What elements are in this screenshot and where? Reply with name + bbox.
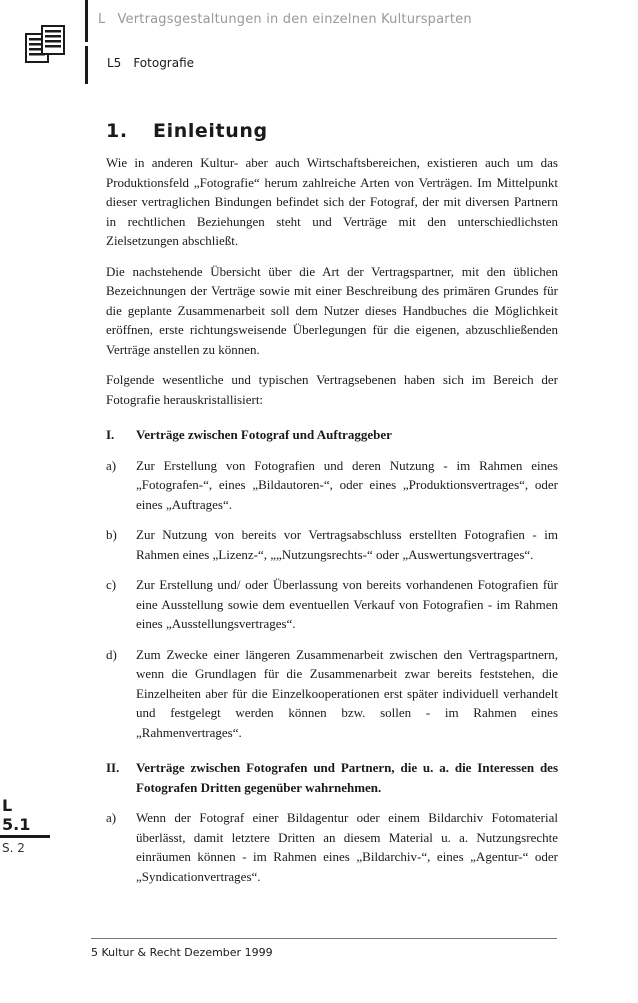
section-heading — [106, 425, 558, 445]
list-text: Zur Erstellung und/ oder Überlassung von bereits vorhandenen Fotografien für eine Ausstellung sowie dem eventuellen Verkauf von Fotografien - im Rahmen eines „Ausstellungsvertrages“. — [136, 577, 558, 631]
footer-divider — [91, 938, 557, 939]
section-heading-text: Verträge zwischen Fotografen und Partnern, die u. a. die Interessen des Fotografen Dritten gegenüber wahrnehmen. — [136, 760, 558, 795]
list-text: Zur Nutzung von bereits vor Vertragsabschluss erstellten Fotografien - im Rahmen eines „Lizenz-“, „„Nutzungsrechts-“ oder „Auswertungsvertrages“. — [136, 527, 558, 562]
heading-text: Einleitung — [153, 120, 268, 142]
header-divider — [85, 46, 88, 84]
list-text: Zum Zwecke einer längeren Zusammenarbeit zwischen den Vertragspartnern, wenn die Grundlagen für die Zusammenarbeit zwar bereits feststehen, die Einzelheiten aber für die Einzelkooperationen erst später individuell verhandelt und festgelegt werden können bzw. sollen - im Rahmen eines „Rahmenvertrages“. — [136, 646, 558, 740]
list-item — [106, 575, 558, 634]
list-marker: b) — [106, 527, 117, 542]
chapter-text: Fotografie — [133, 56, 195, 70]
list-text: Zur Erstellung von Fotografien und deren Nutzung - im Rahmen eines „Fotografen-“, eines „Bildautoren-“, oder eines „Produktionsvertrages“, oder eines „Auftrages“. — [136, 457, 558, 512]
side-tab-letter: L — [2, 796, 13, 815]
section-text: Vertragsgestaltungen in den einzelnen Kultursparten — [117, 12, 472, 27]
paragraph: Die nachstehende Übersicht über die Art der Vertragspartner, mit den üblichen Bezeichnungen der Verträge sowie mit einer Beschreibung des primären Grundes für die geplante Zusammenarbeit soll dem Nutzer dieses Handbuches die Möglichkeit eröffnen, erste richtungsweisende Überlegungen für die eigenen, abzuschließenden Verträge anstellen zu können. — [106, 263, 558, 357]
section-title — [98, 12, 472, 27]
heading-number: 1. — [106, 120, 128, 142]
section-marker: II. — [106, 760, 120, 775]
side-tab — [0, 796, 50, 858]
paragraph: Folgende wesentliche und typischen Vertragsebenen haben sich im Bereich der Fotografie herauskristallisiert: — [106, 372, 558, 407]
list-item — [106, 808, 558, 886]
list-marker: a) — [106, 810, 117, 825]
list-item — [106, 525, 558, 564]
footer-text: 5 Kultur & Recht Dezember 1999 — [91, 946, 273, 959]
section-letter: L — [98, 12, 106, 27]
list-marker: c) — [106, 577, 117, 592]
page-title — [106, 120, 558, 142]
list-item — [106, 645, 558, 743]
side-tab-number: 5.1 — [2, 815, 31, 834]
list-marker: d) — [106, 646, 117, 662]
section-heading-text: Verträge zwischen Fotograf und Auftraggeber — [136, 427, 392, 442]
list-text: Wenn der Fotograf einer Bildagentur oder einem Bildarchiv Fotomaterial überlässt, damit letztere Dritten an diesem Material u. a. Nutzungsrechte einräumen können - im Rahmen eines „Bildarchiv-“, eines „Agentur-“ oder „Syndicationvertrages“. — [136, 810, 558, 884]
header-divider — [85, 0, 88, 42]
side-tab-page: S. 2 — [2, 841, 25, 855]
chapter-code: L5 — [107, 56, 122, 70]
page-content — [106, 120, 558, 897]
list-marker: a) — [106, 457, 117, 473]
chapter-title — [107, 56, 194, 70]
paragraph: Wie in anderen Kultur- aber auch Wirtschaftsbereichen, existieren auch um das Produktionsfeld „Fotografie“ herum zahlreiche Arten von Verträgen. Im Mittelpunkt dieser vertraglichen Bindungen befindet sich der Fotograf, der mit diversen Partnern in rechtlichen Beziehungen steht und Verträge mit den unterschiedlichsten Zielsetzungen abschließt. — [106, 155, 558, 248]
section-heading — [106, 758, 558, 797]
section-marker: I. — [106, 427, 115, 442]
documents-icon — [25, 24, 67, 66]
list-item — [106, 456, 558, 515]
